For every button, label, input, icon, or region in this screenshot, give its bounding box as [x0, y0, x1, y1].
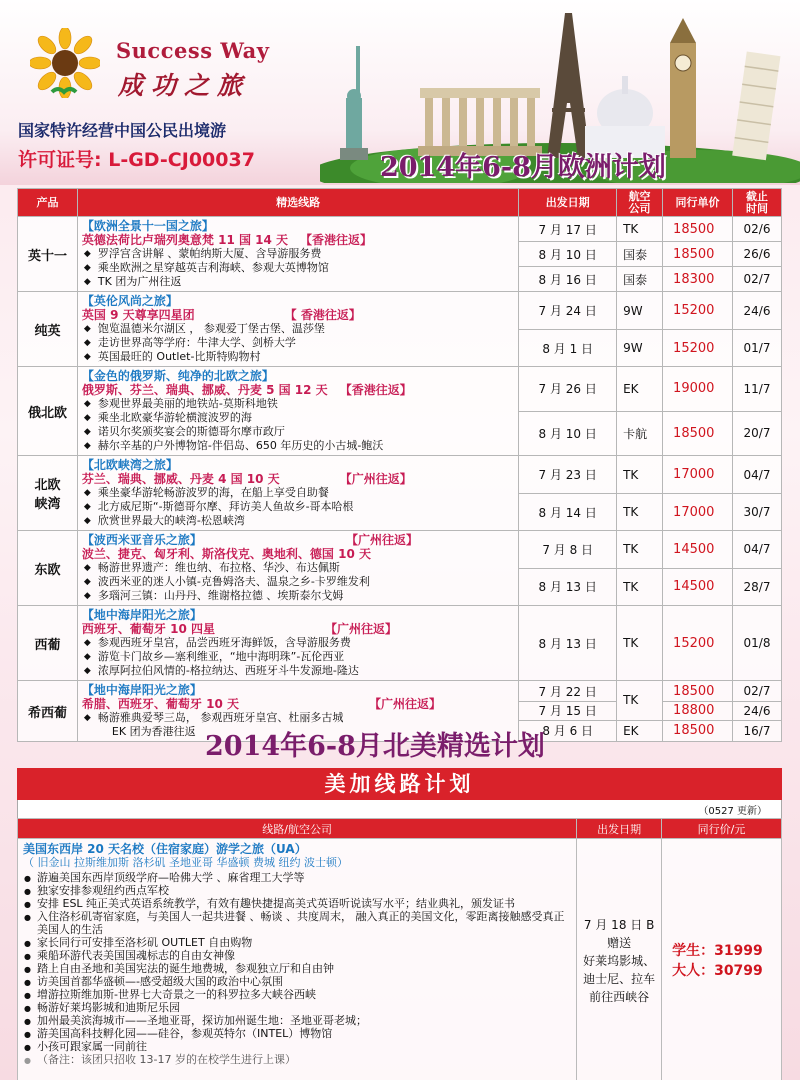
- route-title: 【金色的俄罗斯、纯净的北欧之旅】: [81, 369, 274, 383]
- airline: TK: [617, 681, 663, 721]
- route-description: [77, 367, 518, 456]
- list-item: ● 游美国高科技孵化园——硅谷，参观英特尔（INTEL）博物馆: [23, 1027, 571, 1040]
- price: 18500: [663, 242, 733, 267]
- departure-date: 8 月 13 日: [519, 606, 617, 681]
- route-line-text: 西班牙、葡萄牙 10 四星: [81, 622, 215, 636]
- product-name: 希西葡: [18, 681, 78, 742]
- col-price: 同行价/元: [662, 819, 782, 839]
- deadline: 30/7: [733, 494, 782, 531]
- airline: TK: [617, 494, 663, 531]
- route-title: 美国东西岸 20 天名校（住宿家庭）游学之旅（UA）: [23, 842, 307, 856]
- price: 15200: [663, 606, 733, 681]
- europe-plan-title: 2014年6-8月欧洲计划: [380, 152, 666, 183]
- route-line-text: 英德法荷比卢瑞列奥意梵 11 国 14 天: [81, 233, 289, 247]
- europe-routes-table: [17, 188, 782, 742]
- price: 17000: [663, 494, 733, 531]
- price: 15200: [663, 292, 733, 330]
- list-item: ◆ 游览卡门故乡—塞利维亚，“地中海明珠”-瓦伦西亚: [82, 650, 514, 664]
- update-note: （0527 更新）: [698, 806, 767, 817]
- product-name: 俄北欧: [18, 367, 78, 456]
- route-title: [82, 533, 514, 547]
- deadline: 02/6: [733, 217, 782, 242]
- north-america-plan-title: 2014年6-8月北美精选计划: [205, 731, 545, 762]
- deadline: 02/7: [733, 267, 782, 292]
- price: 14500: [663, 531, 733, 569]
- list-item: ● 加州最美滨海城市——圣地亚哥，探访加州诞生地：圣地亚哥老城；: [23, 1014, 571, 1027]
- list-item: ◆ 波西米亚的迷人小镇-克鲁姆洛夫、温泉之乡-卡罗维发利: [82, 575, 514, 589]
- route-line: [82, 233, 514, 247]
- route-line: [82, 308, 514, 322]
- departure-extra: 赠送: [607, 936, 632, 950]
- route-description: [18, 839, 577, 1080]
- departure-extra: 前往西峡谷: [589, 990, 650, 1004]
- departure-date: 8 月 6 日: [519, 720, 617, 741]
- route-description: [77, 292, 518, 367]
- route-return: 【广州往返】: [339, 472, 412, 486]
- col-date: 出发日期: [519, 189, 617, 217]
- airline: 9W: [617, 330, 663, 367]
- list-item: ◆ 畅游雅典爱琴三岛， 参观西班牙皇宫、杜丽多古城: [82, 711, 514, 725]
- route-cities: （ 旧金山 拉斯维加斯 洛杉矶 圣地亚哥 华盛顿 费城 纽约 波士顿）: [23, 856, 348, 869]
- price: 18500: [663, 217, 733, 242]
- price-info: [662, 839, 782, 1080]
- north-america-routes-table: [17, 818, 782, 1080]
- product-name: 东欧: [18, 531, 78, 606]
- deadline: 02/7: [733, 681, 782, 702]
- update-note-bar: [17, 800, 782, 818]
- table-row: [18, 367, 782, 412]
- list-item: ◆ 走访世界高等学府：牛津大学、剑桥大学: [82, 336, 514, 350]
- list-item: ◆ 乘坐欧洲之星穿越英吉利海峡、参观大英博物馆: [82, 261, 514, 275]
- departure-extra: 迪士尼、拉车: [583, 972, 656, 986]
- price: 15200: [663, 330, 733, 367]
- list-item: ◆ 英国最旺的 Outlet-比斯特购物村: [82, 350, 514, 364]
- route-line-text: 希腊、西班牙、葡萄牙 10 天: [81, 697, 239, 711]
- route-line-text: 芬兰、瑞典、挪威、丹麦 4 国 10 天: [81, 472, 280, 486]
- route-description: [77, 606, 518, 681]
- list-item: ● 乘船环游代表美国国魂标志的自由女神像: [23, 949, 571, 962]
- departure-date: 7 月 17 日: [519, 217, 617, 242]
- brand-english: Success Way: [116, 38, 270, 63]
- departure-date: 7 月 24 日: [519, 292, 617, 330]
- product-name-text: 北欧峡湾: [34, 478, 61, 512]
- list-item: ● 访美国首都华盛顿—-感受超级大国的政治中心氛围: [23, 975, 571, 988]
- list-item: ● 畅游好莱坞影城和迪斯尼乐园: [23, 1001, 571, 1014]
- deadline: 16/7: [733, 720, 782, 741]
- price: 14500: [663, 568, 733, 606]
- col-product: 产品: [18, 189, 78, 217]
- airline: TK: [617, 217, 663, 242]
- route-return: 【广州往返】: [324, 622, 397, 636]
- list-item: ● 家长同行可安排至洛杉矶 OUTLET 自由购物: [23, 936, 571, 949]
- deadline: 20/7: [733, 411, 782, 456]
- table-row: [18, 531, 782, 569]
- route-title: 【地中海岸阳光之旅】: [81, 608, 202, 622]
- route-line-text: 英国 9 天尊享四星团: [81, 308, 195, 322]
- deadline: 24/6: [733, 292, 782, 330]
- col-deadline-label: 截止时间: [746, 189, 768, 215]
- route-return: 【香港往返】: [339, 383, 412, 397]
- deadline: 11/7: [733, 367, 782, 412]
- route-title: 【欧洲全景十一国之旅】: [81, 219, 214, 233]
- brand-chinese: 成功之旅: [118, 71, 251, 100]
- route-return: 【香港往返】: [300, 233, 373, 247]
- deadline: 04/7: [733, 456, 782, 494]
- route-line-text: 俄罗斯、芬兰、瑞典、挪威、丹麦 5 国 12 天: [81, 383, 328, 397]
- list-item: ◆ 多瑙河三镇：山丹丹、维谢格拉德 、埃斯泰尔戈姆: [82, 589, 514, 603]
- route-remark: ● （备注：该团只招收 13-17 岁的在校学生进行上课）: [23, 1053, 571, 1066]
- table-row: [18, 681, 782, 702]
- list-item: ◆ 饱览温德米尔湖区 ， 参观爱丁堡古堡、温莎堡: [82, 322, 514, 336]
- departure-date: 7 月 18 日 B: [583, 918, 655, 932]
- product-name: 西葡: [18, 606, 78, 681]
- list-item: ● 入住洛杉矶寄宿家庭，与美国人一起共进餐 、畅谈 、共度周末， 融入真正的美国文化，零距离接触感受真正美国人的生活: [23, 910, 571, 936]
- list-item: ● 小孩可跟家属一同前往: [23, 1040, 571, 1053]
- price: 19000: [663, 367, 733, 412]
- departure-date: 8 月 1 日: [519, 330, 617, 367]
- list-item: ◆ 赫尔辛基的户外博物馆-伴侣岛、650 年历史的小古城-鲍沃: [82, 439, 514, 453]
- list-item: ◆ 参观世界最美丽的地铁站-莫斯科地铁: [82, 397, 514, 411]
- route-line: 波兰、捷克、匈牙利、斯洛伐克、奥地利、德国 10 天: [81, 547, 371, 561]
- license-number: 许可证号: L-GD-CJ00037: [18, 149, 255, 171]
- departure-date: 7 月 23 日: [519, 456, 617, 494]
- list-item: ● 独家安排参观纽约西点军校: [23, 884, 571, 897]
- col-route-airline: 线路/航空公司: [18, 819, 577, 839]
- price-adult: 大人：30799: [672, 963, 763, 979]
- airline: 国泰: [617, 267, 663, 292]
- table-row: [18, 839, 782, 1080]
- airline: TK: [617, 456, 663, 494]
- table-header-row: [18, 819, 782, 839]
- price-student: 学生：31999: [672, 943, 763, 959]
- list-item: ● 增游拉斯维加斯-世界七大奇景之一的科罗拉多大峡谷西峡: [23, 988, 571, 1001]
- list-item: ◆ 诺贝尔奖颁奖宴会的斯德哥尔摩市政厅: [82, 425, 514, 439]
- col-date: 出发日期: [577, 819, 662, 839]
- col-deadline: [733, 189, 782, 217]
- price: 18800: [663, 702, 733, 721]
- list-item: ● 安排 ESL 纯正美式英语系统教学，有效有趣快捷提高美式英语听说读写水平；结业典礼，颁发证书: [23, 897, 571, 910]
- slogan: 国家特许经营中国公民出境游: [18, 121, 227, 140]
- north-america-banner: 美加线路计划: [17, 768, 782, 800]
- departure-date: 7 月 22 日: [519, 681, 617, 702]
- departure-date: 8 月 10 日: [519, 411, 617, 456]
- route-note: EK 团为香港往返: [111, 725, 196, 738]
- route-title: 【北欧峡湾之旅】: [81, 458, 178, 472]
- airline: 9W: [617, 292, 663, 330]
- list-item: ◆ 畅游世界遗产：维也纳、布拉格、华沙、布达佩斯: [82, 561, 514, 575]
- airline: EK: [617, 720, 663, 741]
- list-item: ◆ 乘坐北欧豪华游轮横渡波罗的海: [82, 411, 514, 425]
- list-item: ◆ 罗浮宫含讲解 、蒙帕纳斯大厦、含导游服务费: [82, 247, 514, 261]
- route-line: [82, 383, 514, 397]
- list-item: ◆ TK 团为广州往返: [82, 275, 514, 289]
- deadline: 26/6: [733, 242, 782, 267]
- product-name: [18, 456, 78, 531]
- price: 18500: [663, 720, 733, 741]
- departure-date: 7 月 15 日: [519, 702, 617, 721]
- list-item: ◆ 北方威尼斯“-斯德哥尔摩、拜访美人鱼故乡-哥本哈根: [82, 500, 514, 514]
- airline: TK: [617, 568, 663, 606]
- route-description: [77, 456, 518, 531]
- departure-date: 8 月 13 日: [519, 568, 617, 606]
- product-name: 英十一: [18, 217, 78, 292]
- header: [0, 0, 800, 185]
- route-description: [77, 531, 518, 606]
- route-return: 【 香港往返】: [284, 308, 361, 322]
- price: 17000: [663, 456, 733, 494]
- list-item: ● 踏上自由圣地和美国宪法的诞生地费城，参观独立厅和自由钟: [23, 962, 571, 975]
- departure-date: 7 月 8 日: [519, 531, 617, 569]
- route-line: [82, 622, 514, 636]
- table-row: [18, 217, 782, 242]
- col-route: 精选线路: [77, 189, 518, 217]
- list-item: ◆ 欣赏世界最大的峡湾-松恩峡湾: [82, 514, 514, 528]
- deadline: 04/7: [733, 531, 782, 569]
- airline: TK: [617, 531, 663, 569]
- sunflower-logo-icon: [30, 28, 100, 98]
- price: 18500: [663, 681, 733, 702]
- list-item: ● 游遍美国东西岸顶级学府—哈佛大学 、麻省理工大学等: [23, 871, 571, 884]
- departure-info: [577, 839, 662, 1080]
- route-return: 【广州往返】: [351, 533, 418, 547]
- airline: 卡航: [617, 411, 663, 456]
- table-header-row: [18, 189, 782, 217]
- col-airline-label: 航空公司: [628, 189, 651, 215]
- departure-extra: 好莱坞影城、: [583, 954, 656, 968]
- airline: 国泰: [617, 242, 663, 267]
- route-title: 【地中海岸阳光之旅】: [81, 683, 202, 697]
- departure-date: 8 月 14 日: [519, 494, 617, 531]
- deadline: 24/6: [733, 702, 782, 721]
- table-row: [18, 606, 782, 681]
- route-description: [77, 217, 518, 292]
- table-row: [18, 292, 782, 330]
- col-airline: [617, 189, 663, 217]
- list-item: ◆ 乘坐豪华游轮畅游波罗的海，在船上享受自助餐: [82, 486, 514, 500]
- table-row: [18, 456, 782, 494]
- col-price: 同行单价: [663, 189, 733, 217]
- list-item: ◆ 浓厚阿拉伯风情的-格拉纳达、西班牙斗牛发源地-隆达: [82, 664, 514, 678]
- airline: EK: [617, 367, 663, 412]
- deadline: 01/8: [733, 606, 782, 681]
- deadline: 28/7: [733, 568, 782, 606]
- departure-date: 8 月 10 日: [519, 242, 617, 267]
- deadline: 01/7: [733, 330, 782, 367]
- route-title: 【英伦风尚之旅】: [81, 294, 178, 308]
- route-line: [82, 472, 514, 486]
- airline: TK: [617, 606, 663, 681]
- departure-date: 8 月 16 日: [519, 267, 617, 292]
- product-name: 纯英: [18, 292, 78, 367]
- list-item: ◆ 参观西班牙皇宫，品尝西班牙海鲜饭，含导游服务费: [82, 636, 514, 650]
- route-return: 【广州往返】: [368, 697, 441, 711]
- route-line: [82, 697, 514, 711]
- route-title-text: 【波西米亚音乐之旅】: [81, 533, 202, 547]
- departure-date: 7 月 26 日: [519, 367, 617, 412]
- price: 18300: [663, 267, 733, 292]
- price: 18500: [663, 411, 733, 456]
